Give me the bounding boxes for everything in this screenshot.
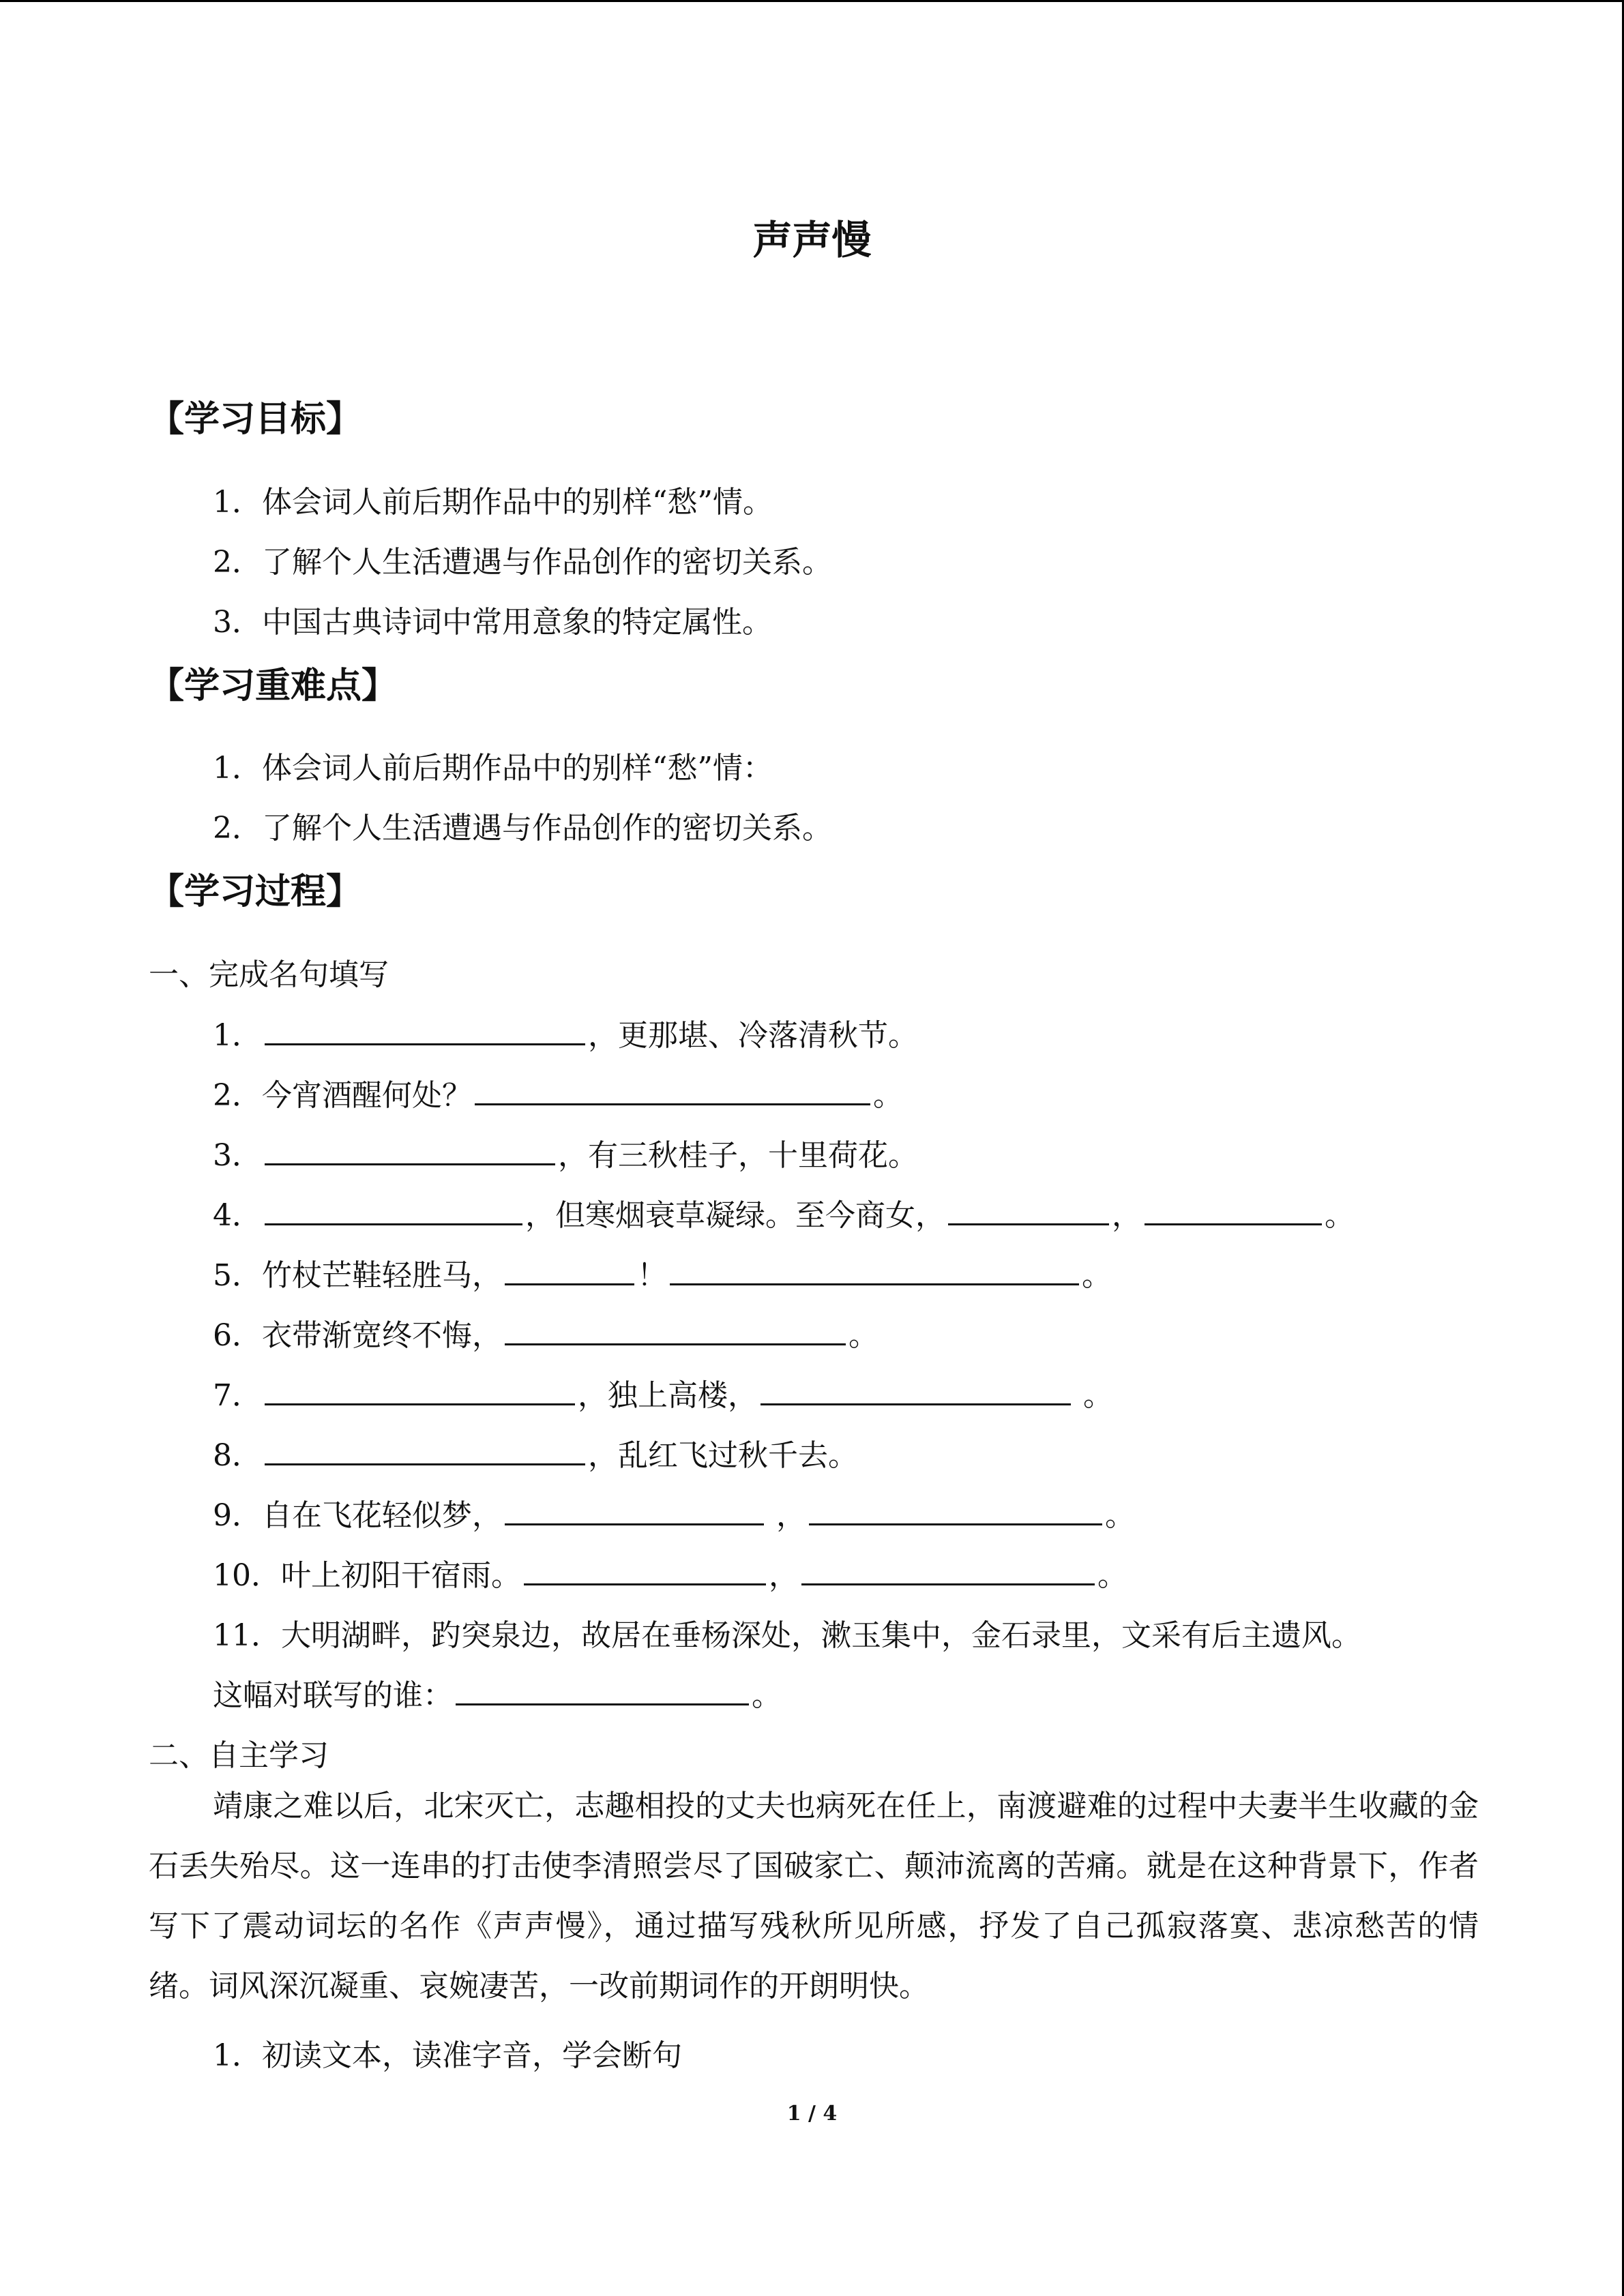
q7-blank-1[interactable] bbox=[265, 1373, 575, 1405]
q10-sep: ， bbox=[769, 1558, 799, 1593]
q9-tail: 。 bbox=[1105, 1498, 1135, 1533]
q4-blank-1[interactable] bbox=[265, 1193, 522, 1225]
q6-blank[interactable] bbox=[505, 1313, 846, 1345]
q8-number: 8． bbox=[213, 1438, 262, 1473]
q8-blank[interactable] bbox=[265, 1433, 585, 1465]
fill-question-10 bbox=[213, 1551, 1127, 1594]
fill-question-7 bbox=[213, 1371, 1113, 1414]
q4-mid: ，但寒烟衰草凝绿。至今商女， bbox=[525, 1198, 945, 1233]
q10-tail: 。 bbox=[1097, 1558, 1127, 1593]
q11-line2: 这幅对联写的谁： bbox=[213, 1678, 453, 1713]
q2-head: 2．今宵酒醒何处？ bbox=[213, 1078, 472, 1113]
keypoint-item-1: 1．体会词人前后期作品中的别样“愁”情： bbox=[213, 751, 773, 786]
q1-number: 1． bbox=[213, 1018, 262, 1053]
q9-sep: ， bbox=[767, 1498, 806, 1533]
q9-blank-1[interactable] bbox=[505, 1493, 764, 1525]
fill-question-2 bbox=[213, 1071, 903, 1114]
q9-blank-2[interactable] bbox=[809, 1493, 1102, 1525]
q2-blank[interactable] bbox=[475, 1073, 870, 1105]
q6-tail: 。 bbox=[848, 1318, 879, 1353]
q10-blank-2[interactable] bbox=[801, 1553, 1095, 1585]
page-border-top bbox=[0, 0, 1624, 2]
q7-blank-2[interactable] bbox=[761, 1373, 1071, 1405]
fill-question-11: 11．大明湖畔，趵突泉边，故居在垂杨深处，漱玉集中，金石录里，文采有后主遗风。 bbox=[213, 1618, 1361, 1653]
q6-head: 6．衣带渐宽终不悔， bbox=[213, 1318, 502, 1353]
fill-question-8 bbox=[213, 1431, 858, 1474]
q8-tail: ，乱红飞过秋千去。 bbox=[588, 1438, 858, 1473]
q10-head: 10．叶上初阳干宿雨。 bbox=[213, 1558, 521, 1593]
q7-number: 7． bbox=[213, 1378, 262, 1413]
q9-head: 9．自在飞花轻似梦， bbox=[213, 1498, 502, 1533]
q1-blank[interactable] bbox=[265, 1013, 585, 1045]
q4-number: 4． bbox=[213, 1198, 262, 1233]
q7-mid: ，独上高楼， bbox=[578, 1378, 758, 1413]
goal-item-1: 1．体会词人前后期作品中的别样“愁”情。 bbox=[213, 485, 773, 520]
q1-tail: ，更那堪、冷落清秋节。 bbox=[588, 1018, 918, 1053]
fill-question-3 bbox=[213, 1131, 918, 1174]
q4-blank-3[interactable] bbox=[1145, 1193, 1322, 1225]
fill-question-1 bbox=[213, 1011, 918, 1054]
fill-question-9 bbox=[213, 1491, 1135, 1534]
q5-head: 5．竹杖芒鞋轻胜马， bbox=[213, 1258, 502, 1293]
section-heading-keypoints: 【学习重难点】 bbox=[149, 666, 398, 706]
q3-number: 3． bbox=[213, 1138, 262, 1173]
q10-blank-1[interactable] bbox=[524, 1553, 766, 1585]
section-heading-goals: 【学习目标】 bbox=[149, 399, 362, 440]
fill-question-5 bbox=[213, 1251, 1112, 1294]
goal-item-3: 3．中国古典诗词中常用意象的特定属性。 bbox=[213, 605, 772, 640]
page-title: 声声慢 bbox=[752, 217, 872, 263]
q4-sep: ， bbox=[1112, 1198, 1142, 1233]
step-1: 1．初读文本，读准字音，学会断句 bbox=[213, 2038, 682, 2073]
q5-tail: 。 bbox=[1082, 1258, 1112, 1293]
fill-question-6 bbox=[213, 1311, 879, 1354]
keypoint-item-2: 2．了解个人生活遭遇与作品创作的密切关系。 bbox=[213, 811, 832, 846]
q5-blank-1[interactable] bbox=[505, 1253, 634, 1285]
fill-question-4 bbox=[213, 1191, 1355, 1234]
q11-blank[interactable] bbox=[456, 1673, 749, 1705]
q11-tail: 。 bbox=[752, 1678, 782, 1713]
goal-item-2: 2．了解个人生活遭遇与作品创作的密切关系。 bbox=[213, 545, 832, 580]
part1-heading: 一、完成名句填写 bbox=[149, 957, 389, 992]
q7-tail: 。 bbox=[1074, 1378, 1113, 1413]
q5-blank-2[interactable] bbox=[670, 1253, 1079, 1285]
q4-blank-2[interactable] bbox=[948, 1193, 1109, 1225]
q3-blank[interactable] bbox=[265, 1133, 555, 1165]
part2-heading: 二、自主学习 bbox=[149, 1738, 329, 1773]
q4-tail: 。 bbox=[1325, 1198, 1355, 1233]
q3-tail: ，有三秋桂子，十里荷花。 bbox=[558, 1138, 918, 1173]
page-number: 1 / 4 bbox=[786, 2102, 838, 2126]
background-paragraph: 靖康之难以后，北宋灭亡，志趣相投的丈夫也病死在任上，南渡避难的过程中夫妻半生收藏的金石丢失殆尽。这一连串的打击使李清照尝尽了国破家亡、颠沛流离的苦痛。就是在这种背景下，作者写下了震动词坛的名作《声声慢》，通过描写残秋所见所感，抒发了自己孤寂落寞、悲凉愁苦的情绪。词风深沉凝重、哀婉凄苦，一改前期词作的开朗明快。 bbox=[149, 1789, 1479, 2003]
section-heading-process: 【学习过程】 bbox=[149, 871, 362, 912]
q2-tail: 。 bbox=[873, 1078, 903, 1113]
q5-sep: ！ bbox=[637, 1258, 667, 1293]
fill-question-11-answer-line bbox=[213, 1671, 782, 1714]
